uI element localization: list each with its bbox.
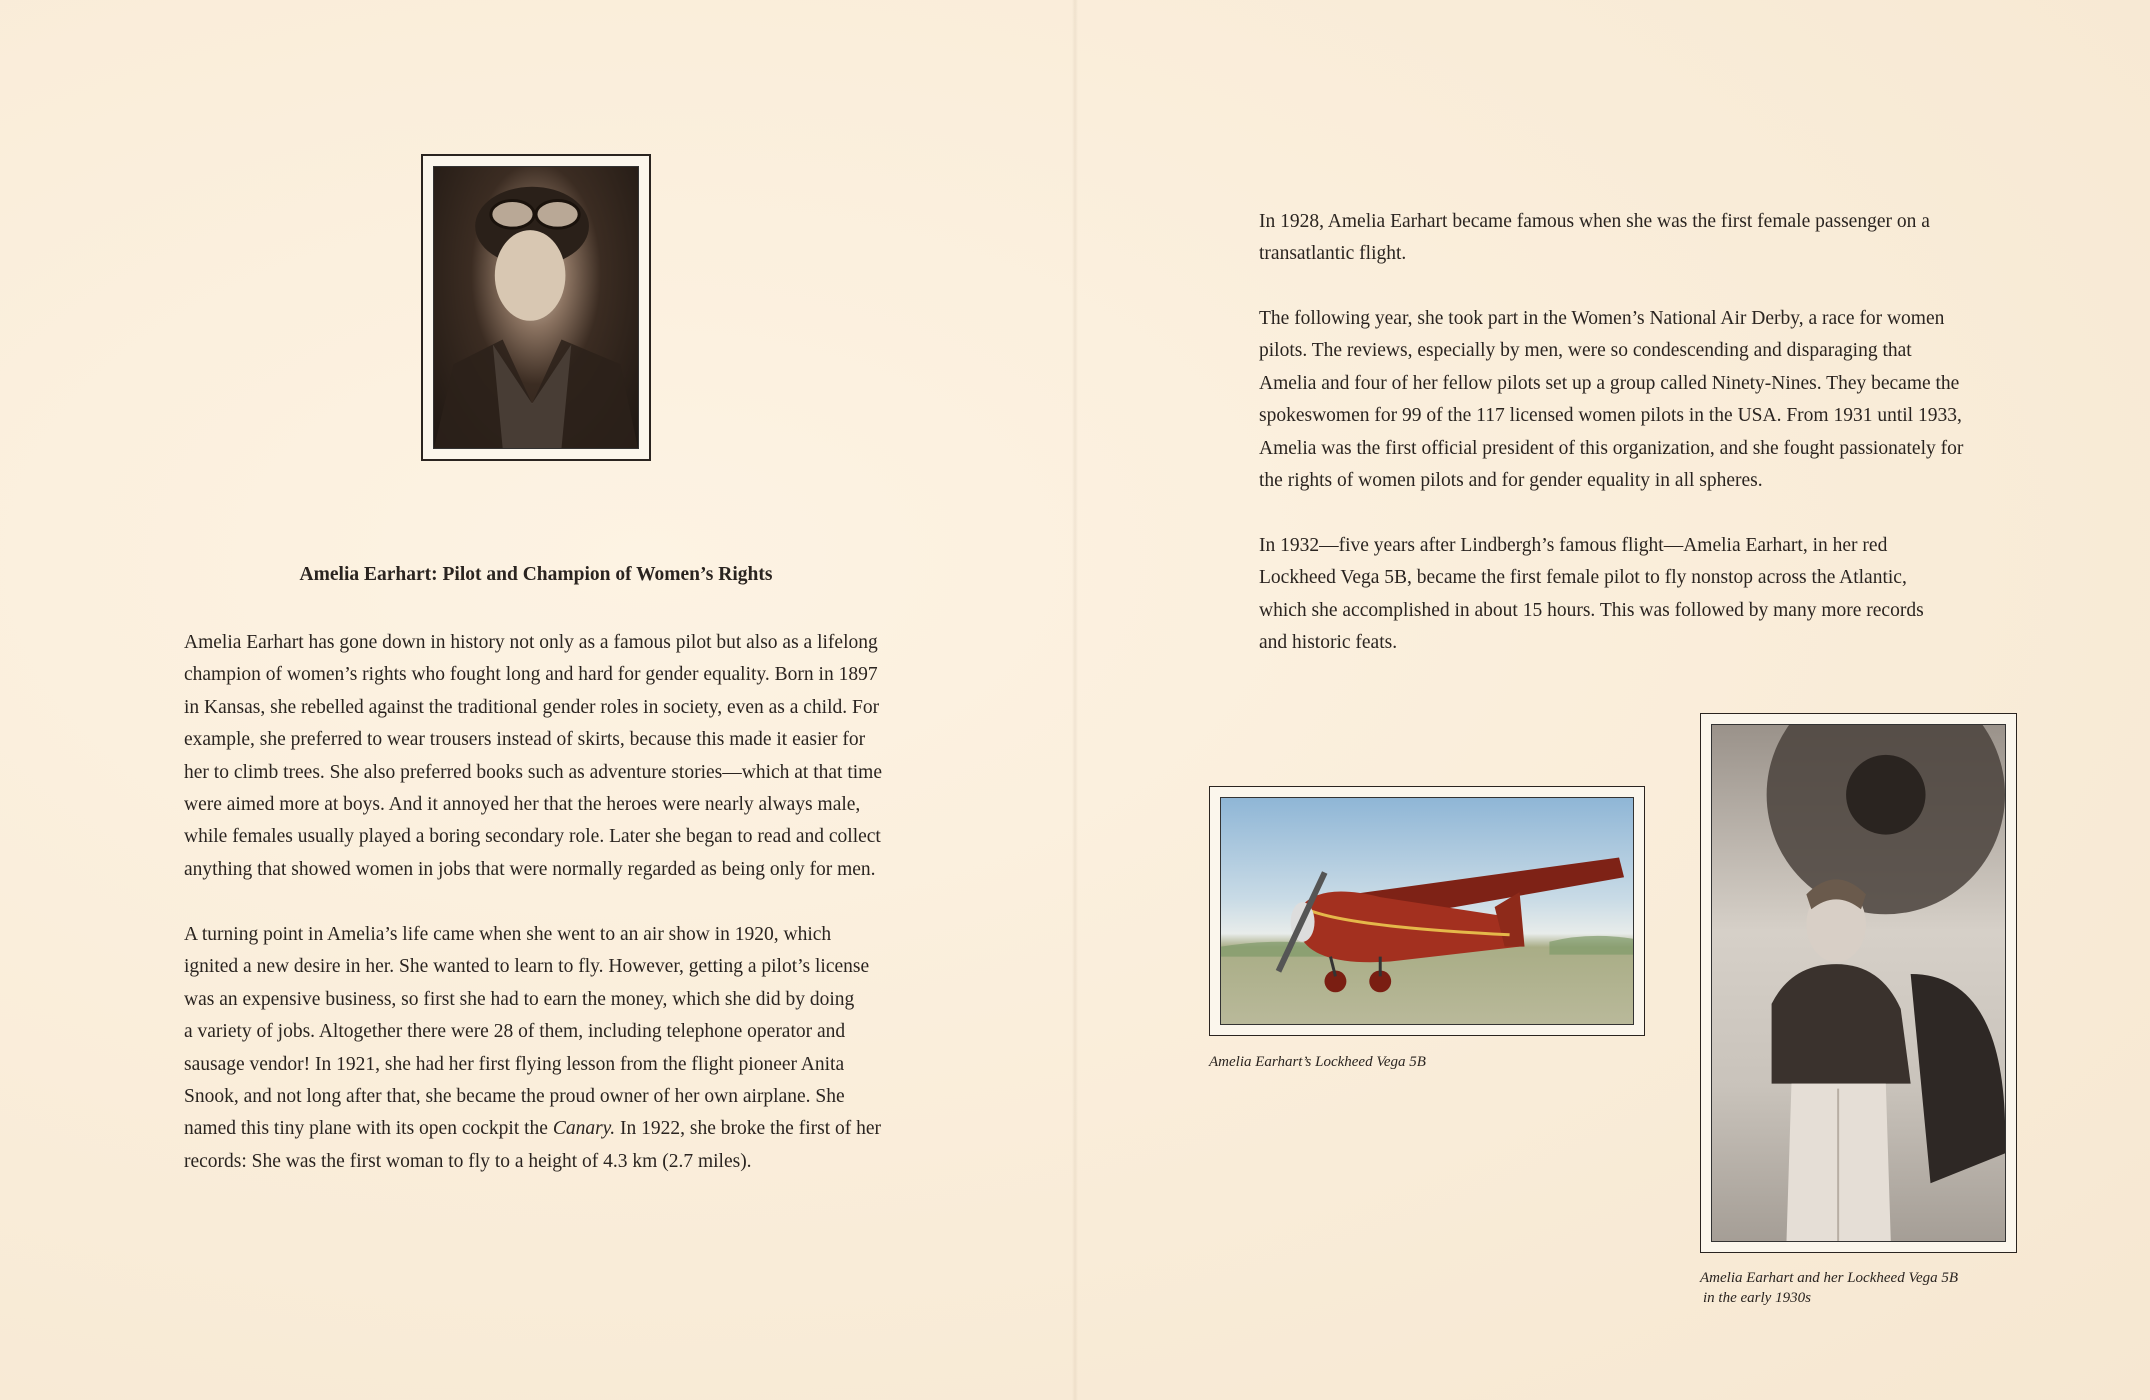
text-line: were aimed more at boys. And it annoyed her that the heroes were nearly always male,	[184, 794, 861, 816]
right-paragraph-3	[1259, 530, 1924, 660]
text-line: and historic feats.	[1259, 632, 1398, 654]
text-line: was an expensive business, so first she had to earn the money, which she did by doing	[184, 988, 855, 1010]
text-line	[184, 1113, 881, 1145]
text-line: records: She was the first woman to fly to a height of 4.3 km (2.7 miles).	[184, 1150, 752, 1172]
text-line: transatlantic flight.	[1259, 243, 1407, 265]
plane-name-italic: Canary.	[552, 1118, 616, 1140]
left-paragraph-1	[184, 627, 882, 886]
caption-line: Amelia Earhart and her Lockheed Vega 5B	[1700, 1270, 1959, 1286]
text-line: her to climb trees. She also preferred books such as adventure stories—which at that time	[184, 761, 883, 783]
text-line: pilots. The reviews, especially by men, were so condescending and disparaging that	[1259, 340, 1912, 362]
text-line: example, she preferred to wear trousers instead of skirts, because this made it easier for	[184, 729, 866, 751]
text-line: In 1932—five years after Lindbergh’s famous flight—Amelia Earhart, in her red	[1259, 535, 1888, 556]
text-line: Amelia and four of her fellow pilots set up a group called Ninety-Nines. They became the	[1259, 372, 1960, 394]
text-line: the rights of women pilots and for gender equality in all spheres.	[1259, 470, 1763, 492]
right-paragraph-1	[1259, 206, 1930, 271]
text-segment: In 1922, she broke the first of her	[615, 1118, 882, 1140]
plane-illustration-frame	[1209, 786, 1645, 1036]
plane-caption: Amelia Earhart’s Lockheed Vega 5B	[1209, 1054, 1426, 1070]
left-paragraph-2	[184, 919, 881, 1178]
text-line: which she accomplished in about 15 hours. This was followed by many more records	[1259, 599, 1924, 621]
text-segment: named this tiny plane with its open cockpit the	[184, 1118, 553, 1140]
text-line: In 1928, Amelia Earhart became famous when she was the first female passenger on a	[1259, 211, 1930, 232]
article-heading: Amelia Earhart: Pilot and Champion of Women’s Rights	[299, 564, 773, 585]
text-line: Lockheed Vega 5B, became the first female pilot to fly nonstop across the Atlantic,	[1259, 567, 1907, 589]
right-paragraph-2	[1259, 303, 1963, 497]
text-line: ignited a new desire in her. She wanted to learn to fly. However, getting a pilot’s license	[184, 956, 870, 978]
text-line: in Kansas, she rebelled against the traditional gender roles in society, even as a child. For	[184, 696, 880, 718]
amelia-with-plane-illustration	[1711, 724, 2006, 1242]
text-line: Amelia was the first official president of this organization, and she fought passionately for	[1259, 437, 1964, 459]
portrait-frame	[421, 154, 651, 461]
photo-caption	[1700, 1268, 1958, 1308]
text-line: a variety of jobs. Altogether there were 28 of them, including telephone operator and	[184, 1021, 846, 1043]
text-line: The following year, she took part in the Women’s National Air Derby, a race for women	[1259, 308, 1945, 329]
caption-line: in the early 1930s	[1703, 1290, 1811, 1306]
text-line: champion of women’s rights who fought long and hard for gender equality. Born in 1897	[184, 664, 878, 686]
page-gutter	[1072, 0, 1078, 1400]
text-line: Snook, and not long after that, she became the proud owner of her own airplane. She	[184, 1086, 845, 1108]
text-line: sausage vendor! In 1921, she had her first flying lesson from the flight pioneer Anita	[184, 1053, 845, 1075]
text-line: while females usually played a boring secondary role. Later she began to read and collect	[184, 826, 881, 848]
amelia-portrait-image	[433, 166, 639, 449]
lockheed-vega-illustration	[1220, 797, 1634, 1025]
photo-illustration-frame	[1700, 713, 2017, 1253]
text-line: anything that showed women in jobs that were normally regarded as being only for men.	[184, 858, 876, 880]
text-line: Amelia Earhart has gone down in history not only as a famous pilot but also as a lifelong	[184, 632, 878, 653]
text-line: A turning point in Amelia’s life came when she went to an air show in 1920, which	[184, 924, 832, 945]
text-line: spokeswomen for 99 of the 117 licensed women pilots in the USA. From 1931 until 1933,	[1259, 405, 1962, 427]
